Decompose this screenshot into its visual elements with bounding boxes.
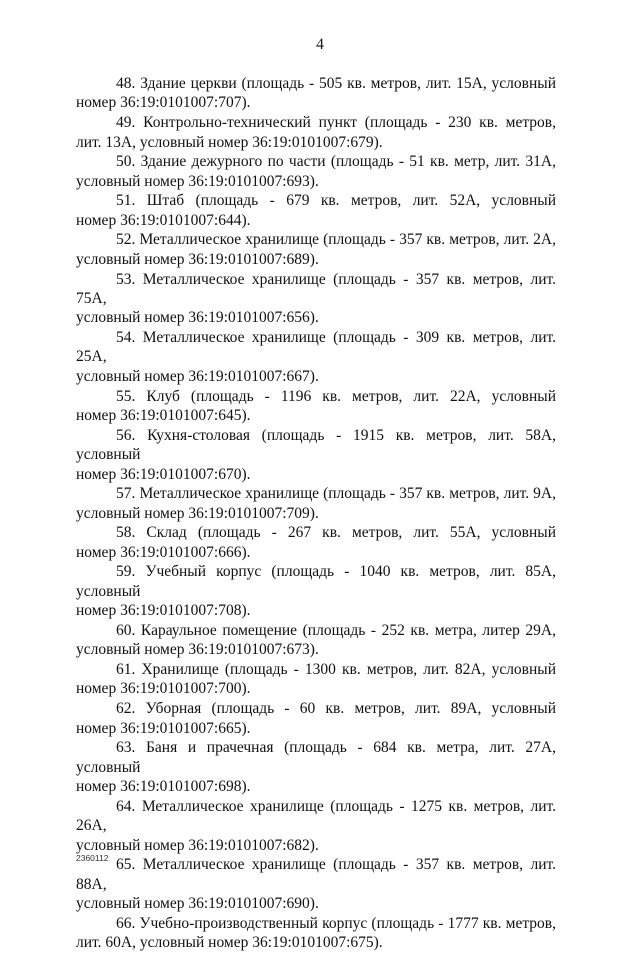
list-item-continuation: номер 36:19:0101007:700). [76,680,251,698]
list-item [76,328,556,386]
list-item-first-line: 55. Клуб (площадь - 1196 кв. метров, лит. 22А, условный [116,387,556,405]
document-code: 2360112 [76,853,109,863]
list-item [76,484,556,523]
list-item [76,562,556,620]
list-item-continuation: номер 36:19:0101007:707). [76,94,251,112]
list-item-continuation: условный номер 36:19:0101007:673). [76,641,319,659]
list-item [76,74,556,113]
list-item [76,699,556,738]
list-item [76,426,556,484]
list-item-continuation: номер 36:19:0101007:665). [76,719,251,737]
list-item-continuation: лит. 13А, условный номер 36:19:0101007:679). [76,133,383,151]
list-item-first-line: 60. Караульное помещение (площадь - 252 кв. метра, литер 29А, [116,621,556,639]
list-item [76,270,556,328]
list-item-continuation: условный номер 36:19:0101007:689). [76,250,319,268]
list-item-first-line: 51. Штаб (площадь - 679 кв. метров, лит. 52А, условный [116,192,556,210]
list-item-first-line: 48. Здание церкви (площадь - 505 кв. метров, лит. 15А, условный [116,75,556,92]
list-item-first-line: 57. Металлическое хранилище (площадь - 357 кв. метров, лит. 9А, [116,485,556,503]
list-item-first-line: 63. Баня и прачечная (площадь - 684 кв. метра, лит. 27А, условный [76,739,556,776]
list-item [76,914,556,953]
list-item [76,191,556,230]
list-item [76,660,556,699]
list-item-first-line: 49. Контрольно-технический пункт (площадь - 230 кв. метров, [116,114,556,132]
list-item-first-line: 54. Металлическое хранилище (площадь - 309 кв. метров, лит. 25А, [76,329,556,366]
list-item-first-line: 65. Металлическое хранилище (площадь - 357 кв. метров, лит. 88А, [76,856,556,893]
list-item-continuation: номер 36:19:0101007:670). [76,465,251,483]
list-item-first-line: 66. Учебно-производственный корпус (площадь - 1777 кв. метров, [116,914,556,932]
list-item-first-line: 53. Металлическое хранилище (площадь - 357 кв. метров, лит. 75А, [76,270,556,307]
list-item-continuation: условный номер 36:19:0101007:709). [76,504,319,522]
list-item-continuation: условный номер 36:19:0101007:667). [76,367,319,385]
list-item [76,387,556,426]
list-item [76,797,556,855]
list-item [76,152,556,191]
list-item-continuation: номер 36:19:0101007:666). [76,543,251,561]
page-number: 4 [316,36,324,53]
list-item-continuation: условный номер 36:19:0101007:693). [76,172,319,190]
list-item-continuation: номер 36:19:0101007:645). [76,406,251,424]
list-item-first-line: 56. Кухня-столовая (площадь - 1915 кв. метров, лит. 58А, условный [76,426,556,464]
list-item [76,230,556,269]
list-item-first-line: 64. Металлическое хранилище (площадь - 1275 кв. метров, лит. 26А, [76,797,556,835]
list-item-continuation: номер 36:19:0101007:708). [76,602,251,620]
list-item [76,738,556,796]
list-item-first-line: 61. Хранилище (площадь - 1300 кв. метров, лит. 82А, условный [116,661,556,679]
property-list [76,74,556,953]
list-item-first-line: 52. Металлическое хранилище (площадь - 357 кв. метров, лит. 2А, [116,231,556,249]
list-item-continuation: условный номер 36:19:0101007:682). [76,836,319,854]
list-item-continuation: лит. 60А, условный номер 36:19:0101007:675). [76,934,383,952]
list-item-continuation: номер 36:19:0101007:644). [76,211,251,229]
list-item-first-line: 58. Склад (площадь - 267 кв. метров, лит. 55А, условный [116,524,556,542]
list-item-first-line: 50. Здание дежурного по части (площадь - 51 кв. метр, лит. 31А, [116,153,556,171]
list-item [76,621,556,660]
list-item-first-line: 59. Учебный корпус (площадь - 1040 кв. метров, лит. 85А, условный [76,563,556,600]
list-item-continuation: номер 36:19:0101007:698). [76,778,251,796]
list-item [76,113,556,152]
list-item-continuation: условный номер 36:19:0101007:690). [76,895,319,913]
list-item-continuation: условный номер 36:19:0101007:656). [76,309,319,327]
list-item-first-line: 62. Уборная (площадь - 60 кв. метров, лит. 89А, условный [116,700,556,718]
list-item [76,523,556,562]
